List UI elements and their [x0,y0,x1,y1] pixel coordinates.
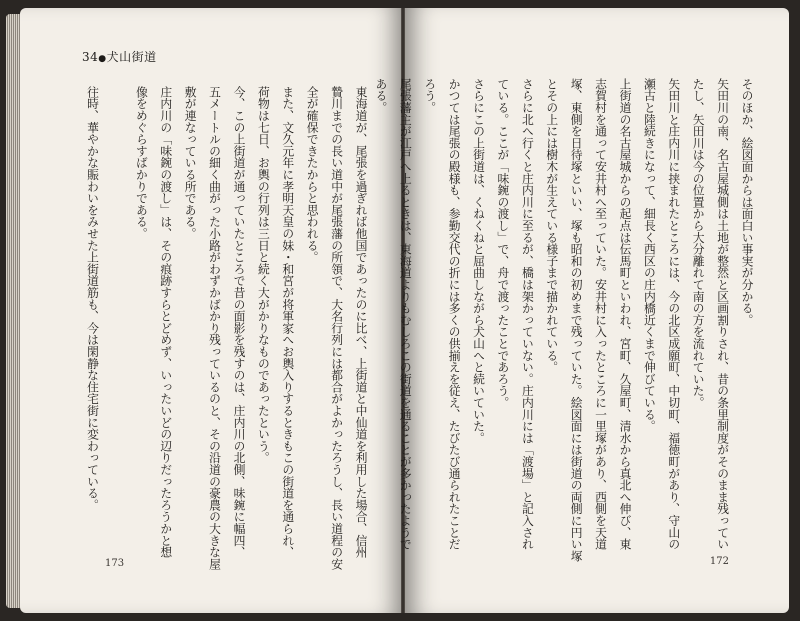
text-line: ている。ここが「味鋺の渡し」で、舟で渡ったことであろう。 [495,78,510,409]
text-line: 敷が連なっている所である。 [183,86,198,240]
text-line: さらにこの上街道は、くねくねと屈曲しながら犬山へと続いていた。 [471,78,486,444]
page-edges [6,14,20,608]
text-line: たし、矢田川は今の位置から大分離れて南の方を流れていた。 [691,78,706,409]
text-line: 上街道の名古屋城からの起点は伝馬町といわれ、宮町、久屋町、清水から真北へ伸び、東 [617,78,632,550]
text-line: 贄川までの長い道中が尾張藩の所領で、大名行列には都合がよかったろうし、長い道程の安 [329,86,344,570]
chapter-title: 犬山街道 [106,50,157,64]
text-line: 塚、東側を日待塚といい、塚も昭和の初めまで残っていた。絵図面には街道の両側に円い塚 [569,78,584,562]
blank-line [105,86,129,586]
text-line: 五メートルの細く曲がった小路がわずかばかり残っているのと、その沿道の豪農の大きな屋 [207,86,222,570]
page-number: 173 [105,558,125,569]
text-line: 矢田川の南、名古屋城側は土地が整然と区画割りされ、昔の条里制度がそのまま残ってい [715,78,730,550]
text-line: 東海道が、尾張を過ぎれば他国であったのに比べ、上街道と中仙道を利用した場合、信州 [354,86,368,558]
text-line: 荷物は七日、お輿の行列は三日と続く大がかりなものであったという。 [256,86,271,464]
text-line: さらに北へ行くと庄内川に至るが、橋は架かっていない。庄内川には「渡場」と記入され [520,78,535,550]
text-line: 庄内川の「味鋺の渡し」は、その痕跡すらとどめず、いったいどの辺りだったろうかと想 [158,86,173,558]
text-line: 像をめぐらすばかりである。 [134,86,149,240]
text-line: 瀬古と陸続きになって、細長く西区の庄内橋近くまで伸びている。 [642,78,657,432]
right-page [373,8,789,613]
text-line: 矢田川と庄内川に挟まれたところには、今の北区成願町、中切町、福徳町があり、守山の [666,78,681,550]
chapter-number: 34 [82,50,99,64]
text-line: 往時、華やかな賑わいをみせた上街道筋も、今は閑静な住宅街に変わっている。 [85,86,100,511]
text-line: そのほか、絵図面からは面白い事実が分かる。 [740,78,754,326]
text-line: また、文久元年に孝明天皇の妹・和宮が将軍家へお輿入りするときもこの街道を通られ、 [280,86,295,558]
text-line: ある。 [373,78,388,114]
text-line: 全が確保できたからと思われる。 [305,86,320,263]
text-line: とその上には樹木が生えている様子まで描かれている。 [544,78,559,373]
text-line: ろう。 [422,78,437,114]
running-header [82,48,157,65]
text-line: かつては尾張の殿様も、参勤交代の折には多くの供揃えを従え、たびたび通られたことだ [447,78,462,550]
right-body-text [369,78,760,583]
left-body-text [80,86,373,586]
bullet-icon: ● [98,54,107,64]
left-page [20,8,403,613]
text-line: 志賀村を通って安井村へ至っていた。安井村に入ったところに一里塚があり、西側を天道 [593,78,608,550]
page-number: 172 [709,556,729,567]
text-line: 今、この上街道が通っていたところで昔の面影を残すのは、庄内川の北側、味鋺に幅四、 [231,86,246,558]
text-line: 尾張藩主が江戸へ上るときは、東海道よりもむしろこの街道を通ることが多かったようで [398,78,413,550]
